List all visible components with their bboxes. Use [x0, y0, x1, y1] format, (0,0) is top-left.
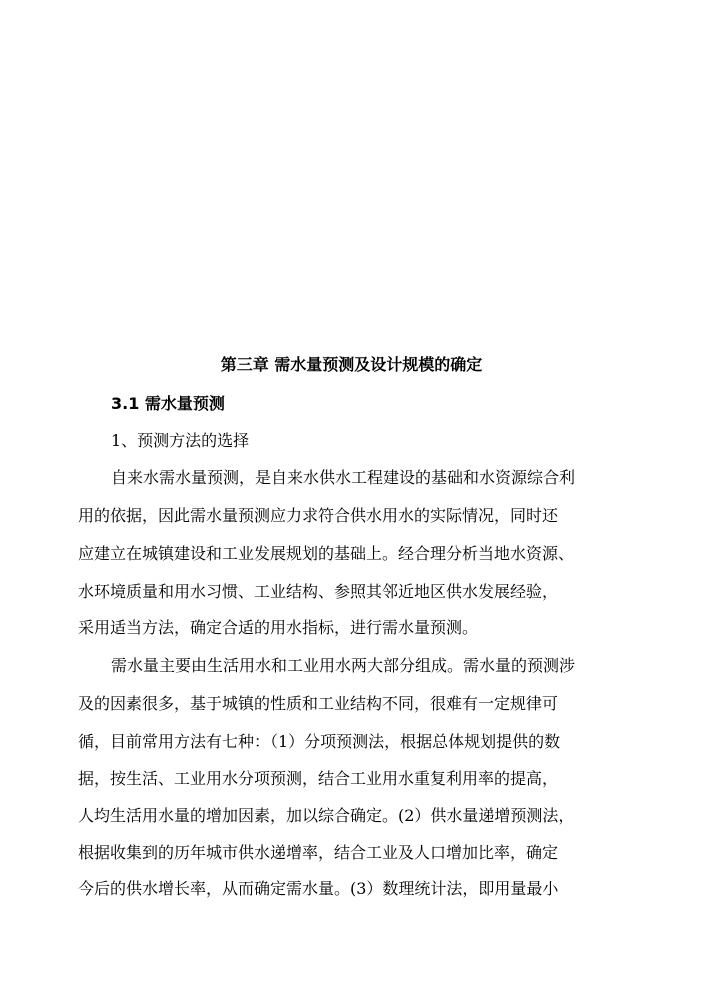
paragraph-2-line-3: 循，目前常用方法有七种：（1）分项预测法，根据总体规划提供的数: [78, 732, 561, 751]
paragraph-2-line-7: 今后的供水增长率，从而确定需水量。(3）数理统计法，即用量最小: [78, 879, 559, 898]
chapter-title: 第三章 需水量预测及设计规模的确定: [220, 355, 483, 374]
paragraph-1-line-5: 采用适当方法，确定合适的用水指标，进行需水量预测。: [78, 618, 479, 637]
paragraph-2-line-2: 及的因素很多，基于城镇的性质和工业结构不同，很难有一定规律可: [78, 694, 559, 713]
paragraph-2-line-4: 据，按生活、工业用水分项预测，结合工业用水重复利用率的提高，: [78, 769, 559, 788]
paragraph-1-line-3: 应建立在城镇建设和工业发展规划的基础上。经合理分析当地水资源、: [78, 544, 575, 563]
section-title: 3.1 需水量预测: [111, 394, 225, 413]
paragraph-2-line-6: 根据收集到的历年城市供水递增率，结合工业及人口增加比率，确定: [78, 843, 559, 862]
subsection-title: 1、预测方法的选择: [111, 431, 250, 450]
paragraph-1-line-1: 自来水需水量预测，是自来水供水工程建设的基础和水资源综合利: [111, 468, 576, 487]
paragraph-1-line-2: 用的依据，因此需水量预测应力求符合供水用水的实际情况，同时还: [78, 506, 559, 525]
paragraph-2-line-5: 人均生活用水量的增加因素，加以综合确定。(2）供水量递增预测法，: [78, 806, 575, 825]
paragraph-2-line-1: 需水量主要由生活用水和工业用水两大部分组成。需水量的预测涉: [111, 656, 576, 675]
paragraph-1-line-4: 水环境质量和用水习惯、工业结构、参照其邻近地区供水发展经验，: [78, 582, 559, 601]
